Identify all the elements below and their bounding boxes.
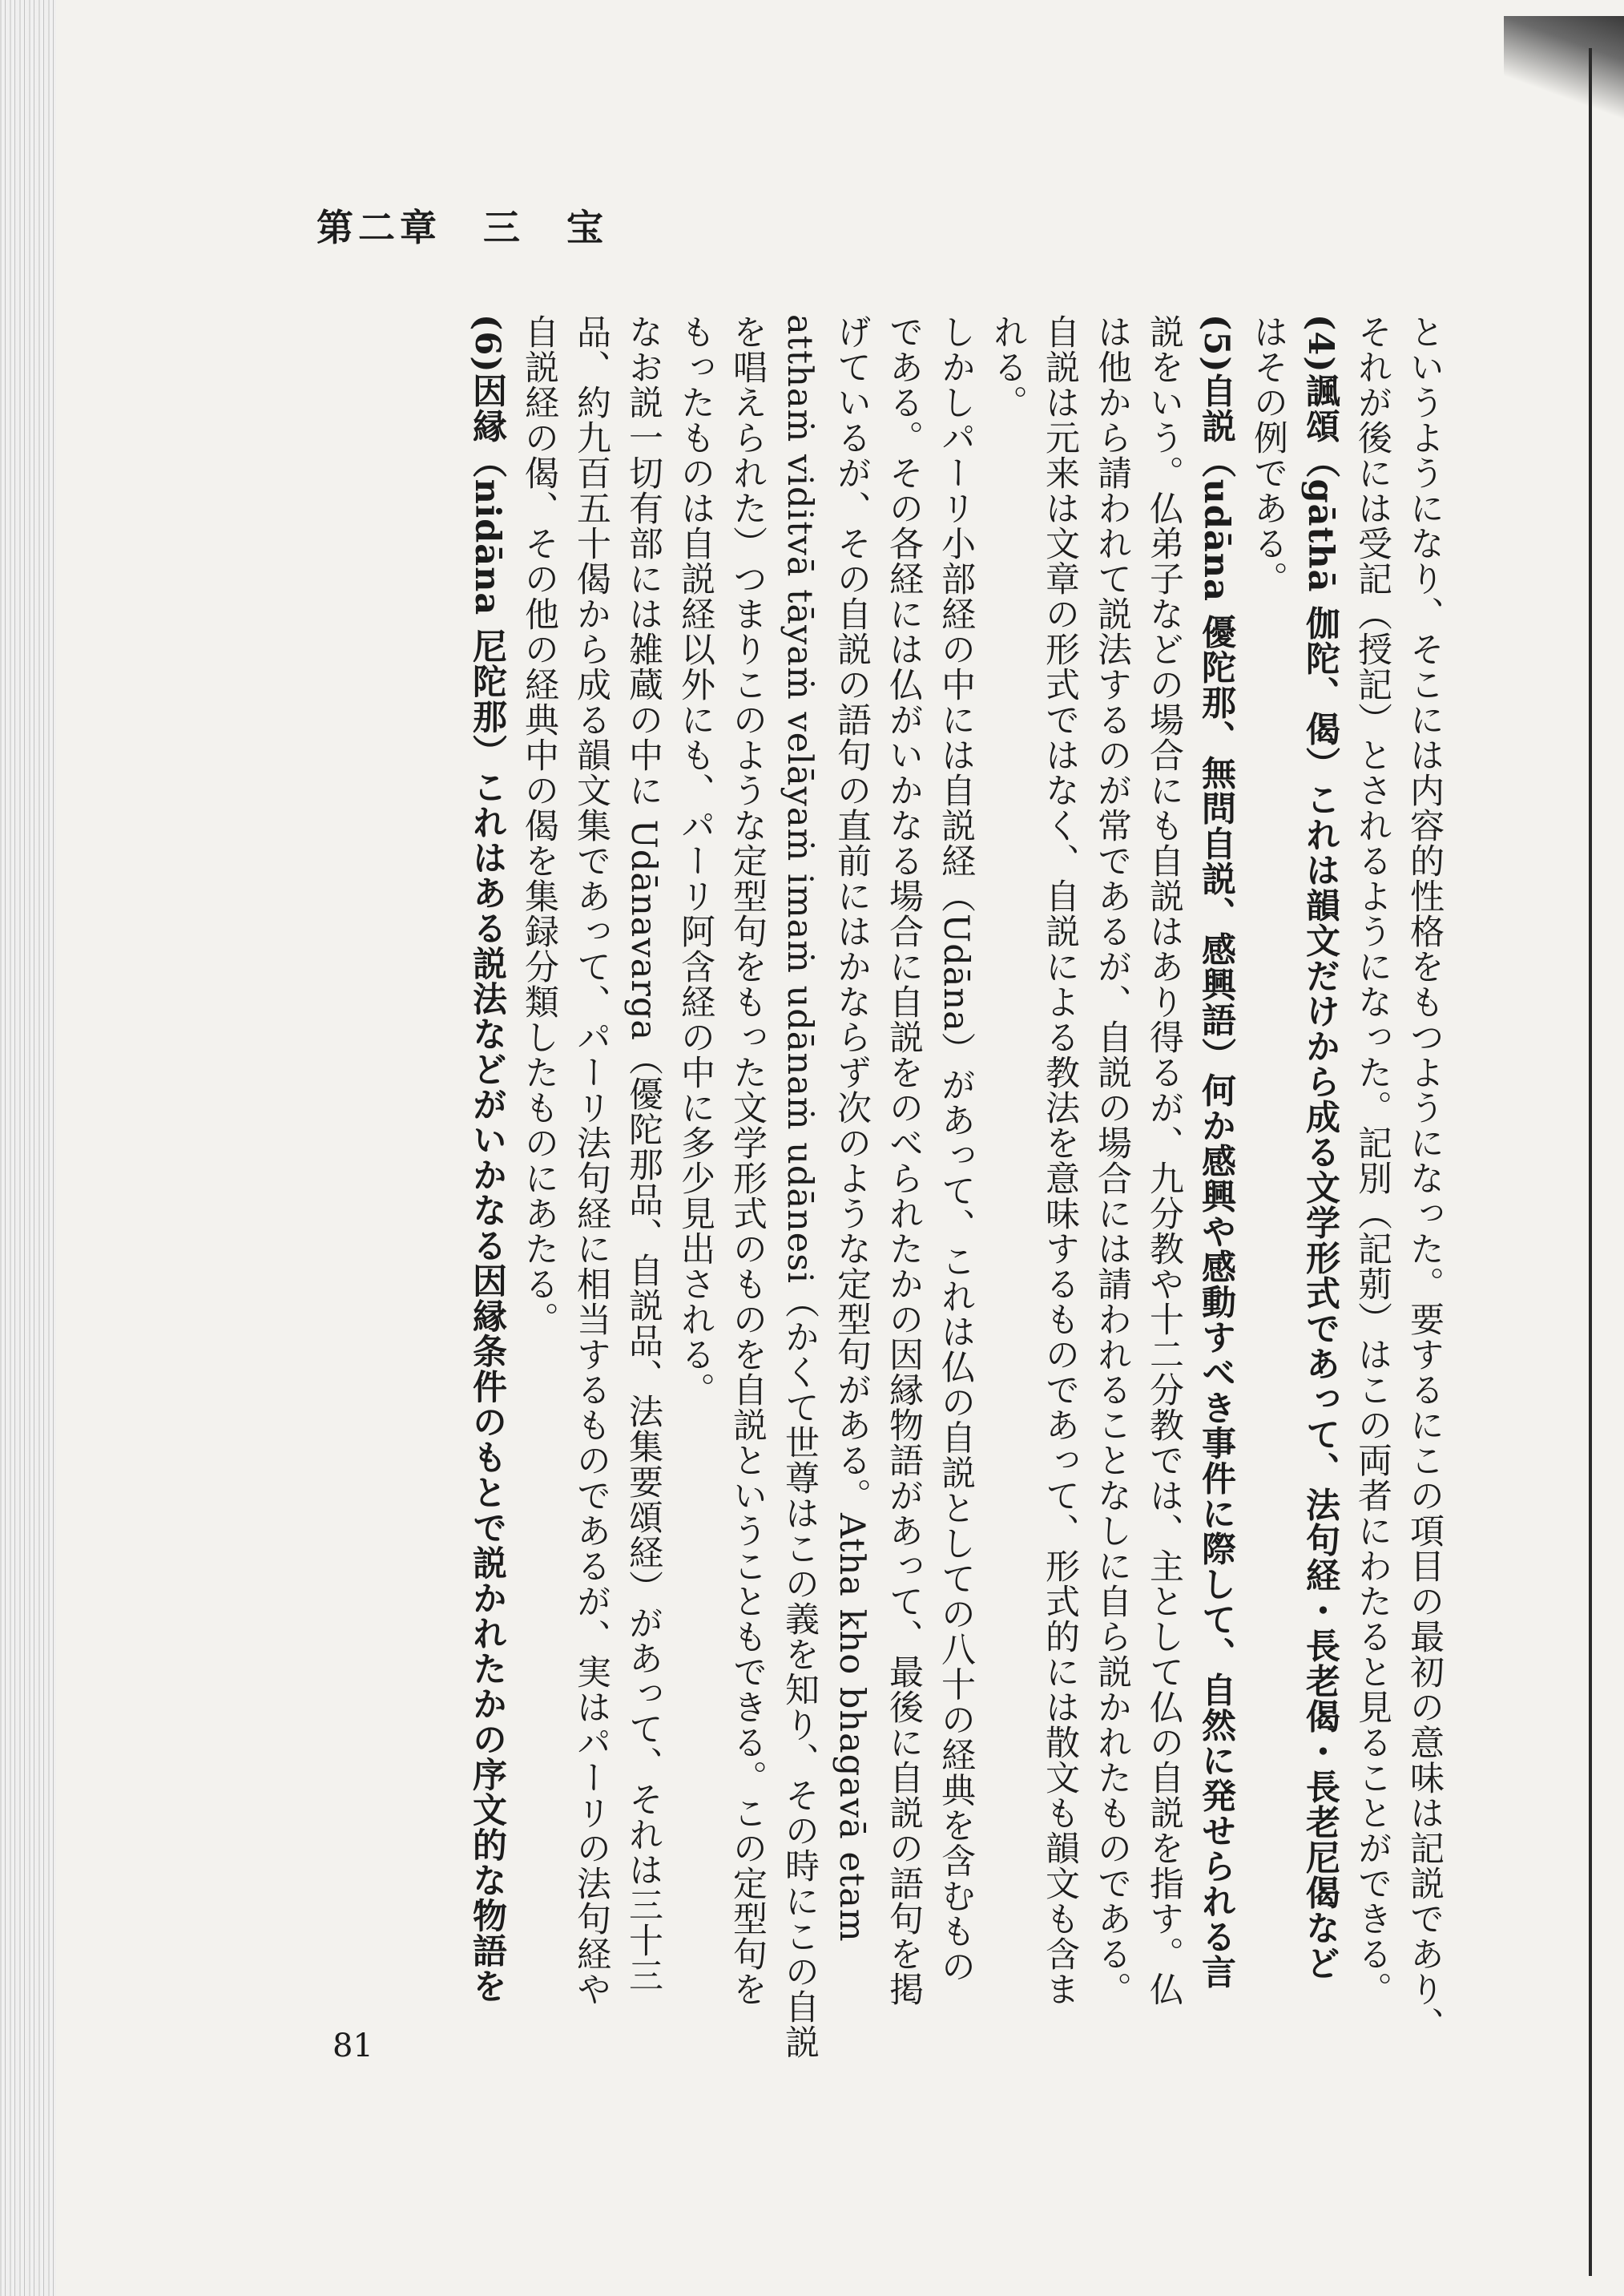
section-heading-gatha: (4)諷頌（gāthā 伽陀、偈）これは韻文だけから成る文学形式であって、法句経・長老偈・長老尼偈など	[1300, 314, 1340, 1981]
section-heading-nidana: (6)因縁（nidāna 尼陀那）これはある説法などがいかなる因縁条件のもとで説かれたかの序文的な物語を	[467, 314, 507, 2004]
text-line: げているが、その自説の語句の直前にはかならず次のような定型句がある。Atha kho bhagavā etam	[832, 314, 872, 1943]
section-heading-udana: (5)自説（udāna 優陀那、無問自説、感興語）何か感興や感動すべき事件に際して、自然に発せられる言	[1196, 314, 1236, 1990]
text-line: 自説は元来は文章の形式ではなく、自説による教法を意味するものであって、形式的には散文も韻文も含ま	[1040, 314, 1080, 2007]
text-line: もったものは自説経以外にも、パーリ阿含経の中に多少見出される。	[675, 314, 715, 1407]
text-line: である。その各経には仏がいかなる場合に自説をのべられたかの因縁物語があって、最後に自説の語句を掲	[884, 314, 924, 2007]
running-head: 第二章 三 宝	[316, 206, 608, 249]
book-spine-shadow	[0, 0, 56, 2296]
page-edge	[1589, 48, 1624, 2276]
text-line: しかしパーリ小部経の中には自説経（Udāna）があって、これは仏の自説としての八十の経典を含むもの	[936, 314, 976, 1984]
text-line: なお説一切有部には雑蔵の中に Udānavarga（優陀那品、自説品、法集要頌経）があって、それは三十三	[623, 314, 663, 1994]
text-line: 説をいう。仏弟子などの場合にも自説はあり得るが、九分教や十二分教では、主として仏の自説を指す。仏	[1144, 314, 1184, 2007]
text-line: は他から請われて説法するのが常であるが、自説の場合には請われることなしに自ら説かれたものである。	[1092, 314, 1132, 2007]
text-line: 品、約九百五十偈から成る韻文集であって、パーリ法句経に相当するものであるが、実はパーリの法句経や	[571, 314, 611, 2007]
text-line: それが後には受記（授記）とされるようになった。記別（記莂）はこの両者にわたると見ることができる。	[1352, 314, 1392, 2007]
page-number: 81	[332, 2028, 373, 2064]
text-line: 自説経の偈、その他の経典中の偈を集録分類したものにあたる。	[519, 314, 559, 1337]
text-line: atthaṁ viditvā tāyaṁ velāyaṁ imaṁ udānaṁ udānesi（かくて世尊はこの義を知り、その時にこの自説	[780, 314, 820, 2060]
text-line: というようになり、そこには内容的性格をもつようになった。要するにこの項目の最初の意味は記説であり、	[1404, 314, 1445, 2042]
text-line: を唱えられた）つまりこのような定型句をもった文学形式のものを自説ということもできる。この定型句を	[727, 314, 768, 2007]
text-line: はその例である。	[1248, 314, 1288, 596]
text-line: れる。	[988, 314, 1028, 420]
